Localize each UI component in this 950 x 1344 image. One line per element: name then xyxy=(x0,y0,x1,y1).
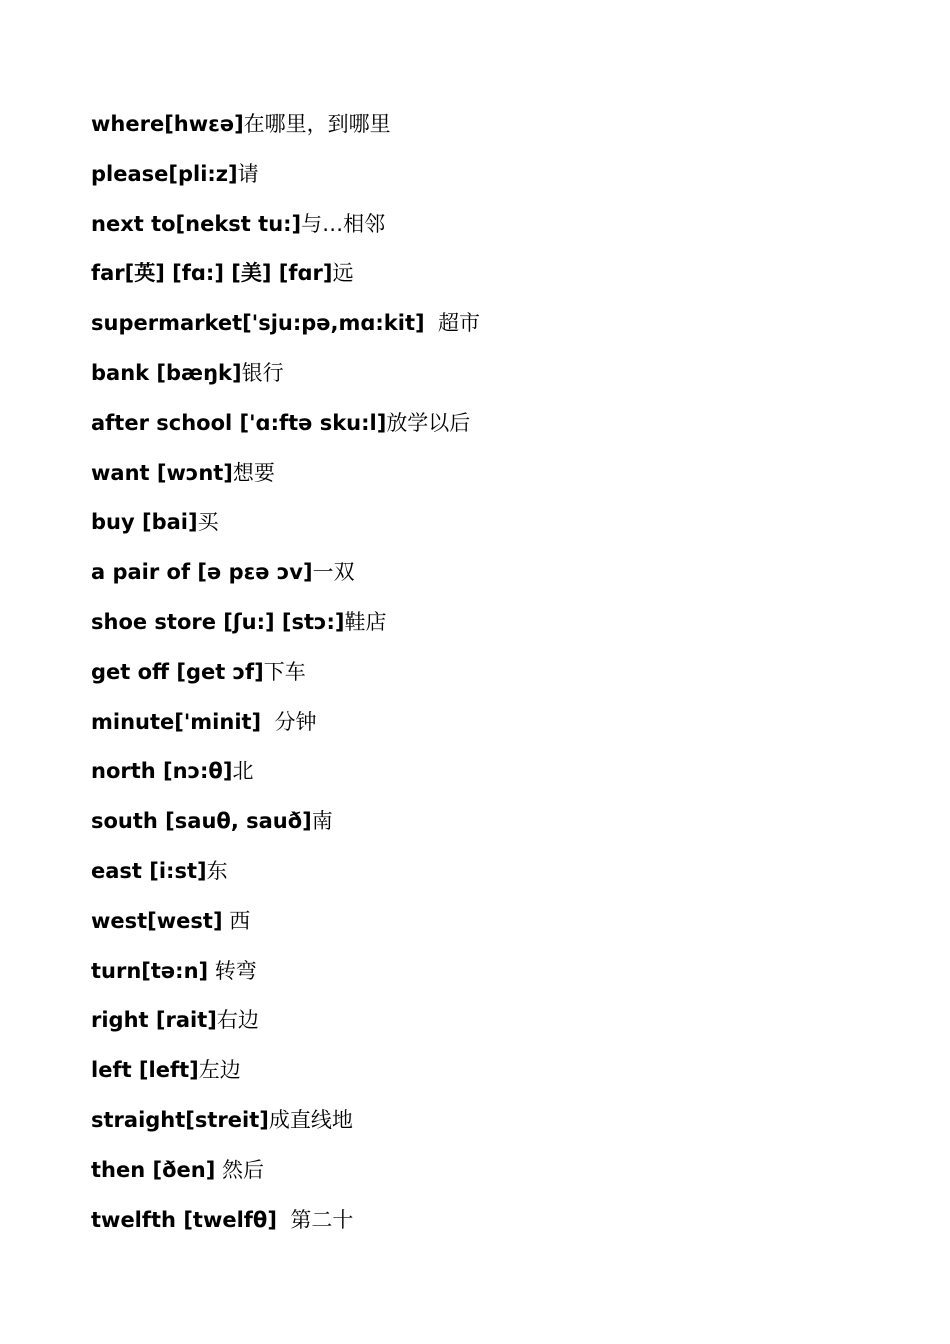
vocab-meaning: 想要 xyxy=(232,460,275,485)
vocab-entry xyxy=(91,953,480,1003)
vocab-term: supermarket['sju:pə,mɑ:kit] xyxy=(91,311,425,336)
vocab-entry xyxy=(91,1102,480,1152)
vocab-meaning: 银行 xyxy=(241,360,284,385)
vocab-term: want [wɔnt] xyxy=(91,460,233,485)
vocab-meaning: 第二十 xyxy=(276,1207,354,1232)
vocab-meaning: 超市 xyxy=(424,311,480,336)
vocab-entry xyxy=(91,355,480,405)
vocab-term: where[hwεə] xyxy=(91,112,244,136)
vocab-entry xyxy=(91,106,480,156)
vocab-term: a pair of [ə pεə ɔv] xyxy=(91,560,313,585)
vocab-term: south [sauθ, sauð] xyxy=(91,809,312,834)
vocab-entry xyxy=(91,853,480,903)
vocab-meaning: 放学以后 xyxy=(386,410,471,435)
vocab-entry xyxy=(91,1052,480,1102)
vocab-meaning: 鞋店 xyxy=(344,609,387,634)
vocab-meaning: 北 xyxy=(232,759,254,784)
vocab-meaning: 与…相邻 xyxy=(301,211,386,236)
vocab-meaning: 下车 xyxy=(263,659,306,684)
vocab-meaning: 买 xyxy=(197,510,219,535)
vocab-term: get off [get ɔf] xyxy=(91,659,264,684)
vocab-entry xyxy=(91,1002,480,1052)
vocab-entry xyxy=(91,305,480,355)
vocabulary-list xyxy=(91,106,480,1251)
vocab-meaning: 西 xyxy=(222,908,251,933)
vocab-meaning: 转弯 xyxy=(208,958,257,983)
vocab-entry xyxy=(91,554,480,604)
vocab-meaning: 右边 xyxy=(216,1008,259,1033)
vocab-term: left [left] xyxy=(91,1058,199,1083)
vocab-meaning: 分钟 xyxy=(261,709,317,734)
vocab-term: after school ['ɑ:ftə sku:l] xyxy=(91,410,387,435)
vocab-term: please[pli:z] xyxy=(91,161,238,186)
vocab-entry xyxy=(91,753,480,803)
vocab-term: west[west] xyxy=(91,908,223,933)
vocab-term: far[英] [fɑ:] [美] [fɑr] xyxy=(91,261,333,286)
vocab-meaning: 然后 xyxy=(215,1157,264,1182)
vocab-entry xyxy=(91,255,480,305)
vocab-meaning: 一双 xyxy=(312,560,355,585)
vocab-entry xyxy=(91,455,480,505)
vocab-entry xyxy=(91,405,480,455)
vocab-term: shoe store [ʃu:] [stɔ:] xyxy=(91,609,345,634)
vocab-meaning: 远 xyxy=(332,261,354,286)
vocab-entry xyxy=(91,1202,480,1252)
vocab-term: straight[streit] xyxy=(91,1107,269,1132)
vocab-meaning: 左边 xyxy=(198,1058,241,1083)
vocab-meaning: 请 xyxy=(237,161,259,186)
vocab-meaning: 在哪里，到哪里 xyxy=(243,112,391,136)
vocab-entry xyxy=(91,704,480,754)
vocab-entry xyxy=(91,206,480,256)
vocab-entry xyxy=(91,903,480,953)
vocab-term: bank [bæŋk] xyxy=(91,360,242,385)
vocab-entry xyxy=(91,654,480,704)
vocab-entry xyxy=(91,156,480,206)
vocab-term: minute['minit] xyxy=(91,709,262,734)
vocab-term: twelfth [twelfθ] xyxy=(91,1207,277,1232)
vocab-entry xyxy=(91,1152,480,1202)
vocab-term: north [nɔ:θ] xyxy=(91,759,233,784)
vocab-term: then [ðen] xyxy=(91,1157,216,1182)
vocab-meaning: 南 xyxy=(311,809,333,834)
vocab-term: turn[tə:n] xyxy=(91,958,209,983)
vocab-meaning: 东 xyxy=(206,858,228,883)
vocab-term: next to[nekst tu:] xyxy=(91,211,302,236)
vocab-term: right [rait] xyxy=(91,1008,217,1033)
vocab-entry xyxy=(91,504,480,554)
vocab-entry xyxy=(91,803,480,853)
vocab-term: east [i:st] xyxy=(91,858,207,883)
vocab-entry xyxy=(91,604,480,654)
vocab-term: buy [bai] xyxy=(91,510,198,535)
vocab-meaning: 成直线地 xyxy=(268,1107,353,1132)
